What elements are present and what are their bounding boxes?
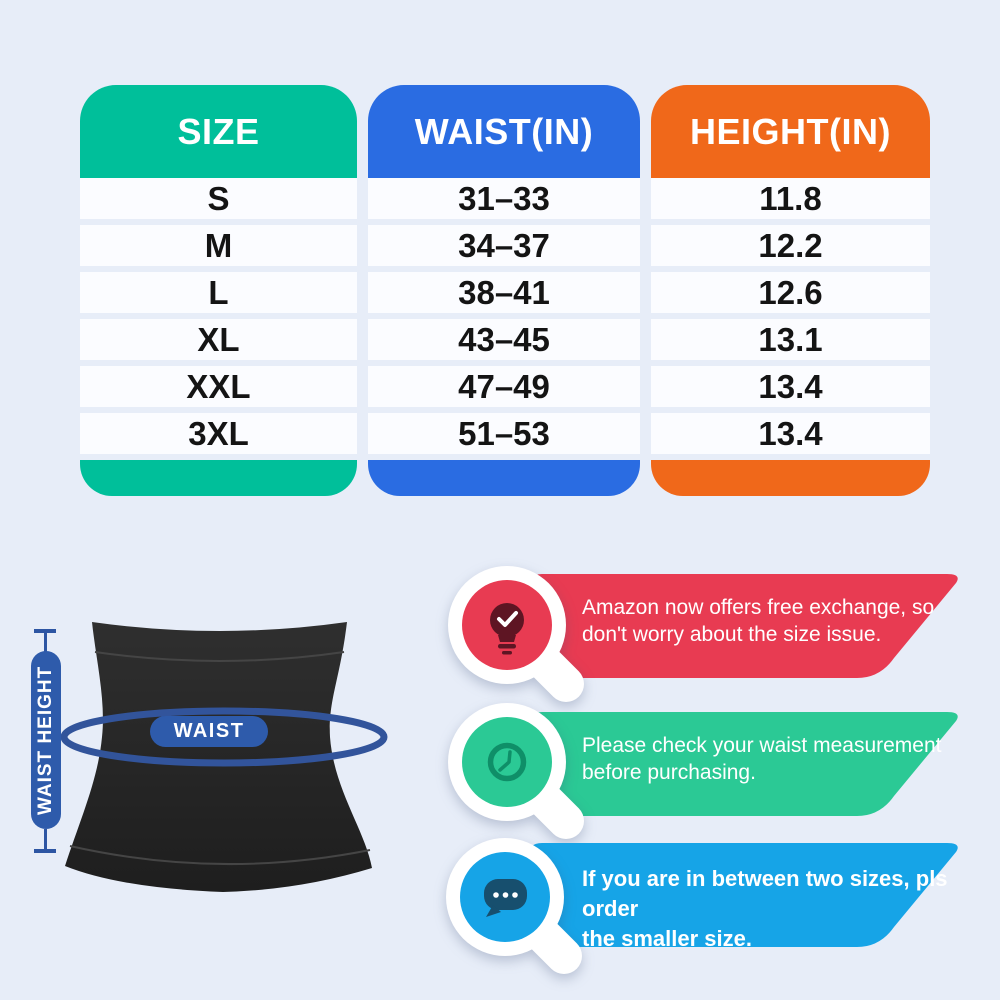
size-cell: XXL xyxy=(80,366,357,407)
height-cell: 13.1 xyxy=(651,319,930,360)
callout-text-measurement xyxy=(582,732,950,786)
height-column-header: HEIGHT(IN) xyxy=(651,85,930,178)
size-cell: S xyxy=(80,178,357,219)
waist-height-label-pill: WAIST HEIGHT xyxy=(31,651,61,829)
waist-column-header: WAIST(IN) xyxy=(368,85,640,178)
height-cell: 13.4 xyxy=(651,413,930,454)
waist-cell: 43–45 xyxy=(368,319,640,360)
size-cell: M xyxy=(80,225,357,266)
height-cell: 13.4 xyxy=(651,366,930,407)
height-column-footer xyxy=(651,460,930,496)
callout-text-exchange xyxy=(582,594,950,648)
height-dimension-bottom-cap xyxy=(34,849,56,853)
waist-cell: 38–41 xyxy=(368,272,640,313)
callout-line: the smaller size. xyxy=(582,926,752,951)
callout-line: If you are in between two sizes, pls order xyxy=(582,866,948,921)
callout-badge xyxy=(448,703,598,853)
waist-label-pill: WAIST xyxy=(150,716,268,747)
height-cell: 12.6 xyxy=(651,272,930,313)
callout-text-between-sizes xyxy=(582,864,950,954)
size-cell: L xyxy=(80,272,357,313)
waist-cell: 51–53 xyxy=(368,413,640,454)
callout-line: Please check your waist measurement xyxy=(582,734,942,757)
waist-cell: 34–37 xyxy=(368,225,640,266)
waist-trainer-illustration xyxy=(40,600,400,920)
callout-line: Amazon now offers free exchange, so xyxy=(582,596,935,619)
waist-column xyxy=(368,85,640,496)
callout-line: before purchasing. xyxy=(582,761,756,784)
size-column-footer xyxy=(80,460,357,496)
size-column xyxy=(80,85,357,496)
waist-cell: 31–33 xyxy=(368,178,640,219)
height-column xyxy=(651,85,930,496)
size-column-header: SIZE xyxy=(80,85,357,178)
size-cell: 3XL xyxy=(80,413,357,454)
size-chart-table xyxy=(80,85,931,496)
callout-badge xyxy=(446,838,596,988)
callout-badge xyxy=(448,566,598,716)
height-cell: 12.2 xyxy=(651,225,930,266)
size-cell: XL xyxy=(80,319,357,360)
height-dimension-bottom-line xyxy=(44,829,47,849)
height-cell: 11.8 xyxy=(651,178,930,219)
height-dimension-top-line xyxy=(44,633,47,653)
callout-line: don't worry about the size issue. xyxy=(582,623,882,646)
waist-column-footer xyxy=(368,460,640,496)
waist-cell: 47–49 xyxy=(368,366,640,407)
